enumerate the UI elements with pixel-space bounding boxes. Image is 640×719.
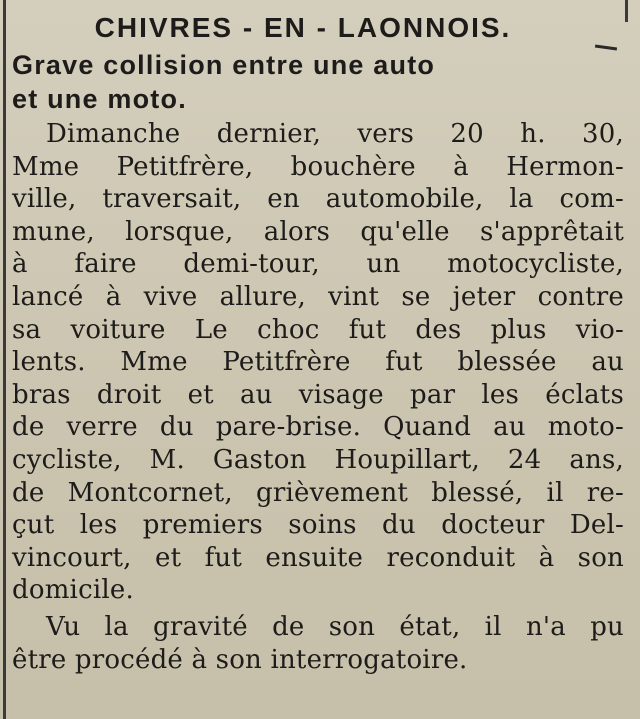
- text-line: de verre du pare-brise. Quand au moto-: [12, 412, 624, 443]
- text-line: de Montcornet, grièvement blessé, il re-: [12, 477, 624, 508]
- text-line: Mme Petitfrère, bouchère à Hermon-: [12, 151, 624, 182]
- subtitle-line: Grave collision entre une auto: [12, 50, 436, 80]
- text-line: Vu la gravité de son état, il n'a pu: [46, 611, 624, 642]
- text-line: à faire demi-tour, un motocycliste,: [12, 249, 624, 280]
- text-line: cycliste, M. Gaston Houpillart, 24 ans,: [12, 444, 624, 475]
- paragraph-2: [12, 611, 634, 676]
- article-subtitle: [12, 48, 634, 116]
- text-line: lancé à vive allure, vint se jeter contre: [12, 281, 624, 312]
- text-line: Dimanche dernier, vers 20 h. 30,: [46, 119, 624, 149]
- text-line: domicile.: [12, 575, 134, 606]
- article: [12, 6, 634, 676]
- text-line: lents. Mme Petitfrère fut blessée au: [12, 347, 624, 378]
- text-line: être procédé à son interrogatoire.: [12, 644, 468, 675]
- text-line: sa voiture Le choc fut des plus vio-: [12, 314, 624, 345]
- article-heading: CHIVRES - EN - LAONNOIS.: [94, 12, 512, 43]
- subtitle-line: et une moto.: [12, 84, 187, 114]
- text-line: bras droit et au visage par les éclats: [12, 379, 624, 410]
- paragraph-1: [12, 118, 634, 607]
- text-line: mune, lorsque, alors qu'elle s'apprêtait: [12, 216, 624, 247]
- text-line: çut les premiers soins du docteur Del-: [12, 510, 624, 541]
- column-rule-left: [3, 0, 6, 719]
- text-line: ville, traversait, en automobile, la com-: [12, 184, 624, 215]
- text-line: vincourt, et fut ensuite reconduit à son: [12, 542, 624, 573]
